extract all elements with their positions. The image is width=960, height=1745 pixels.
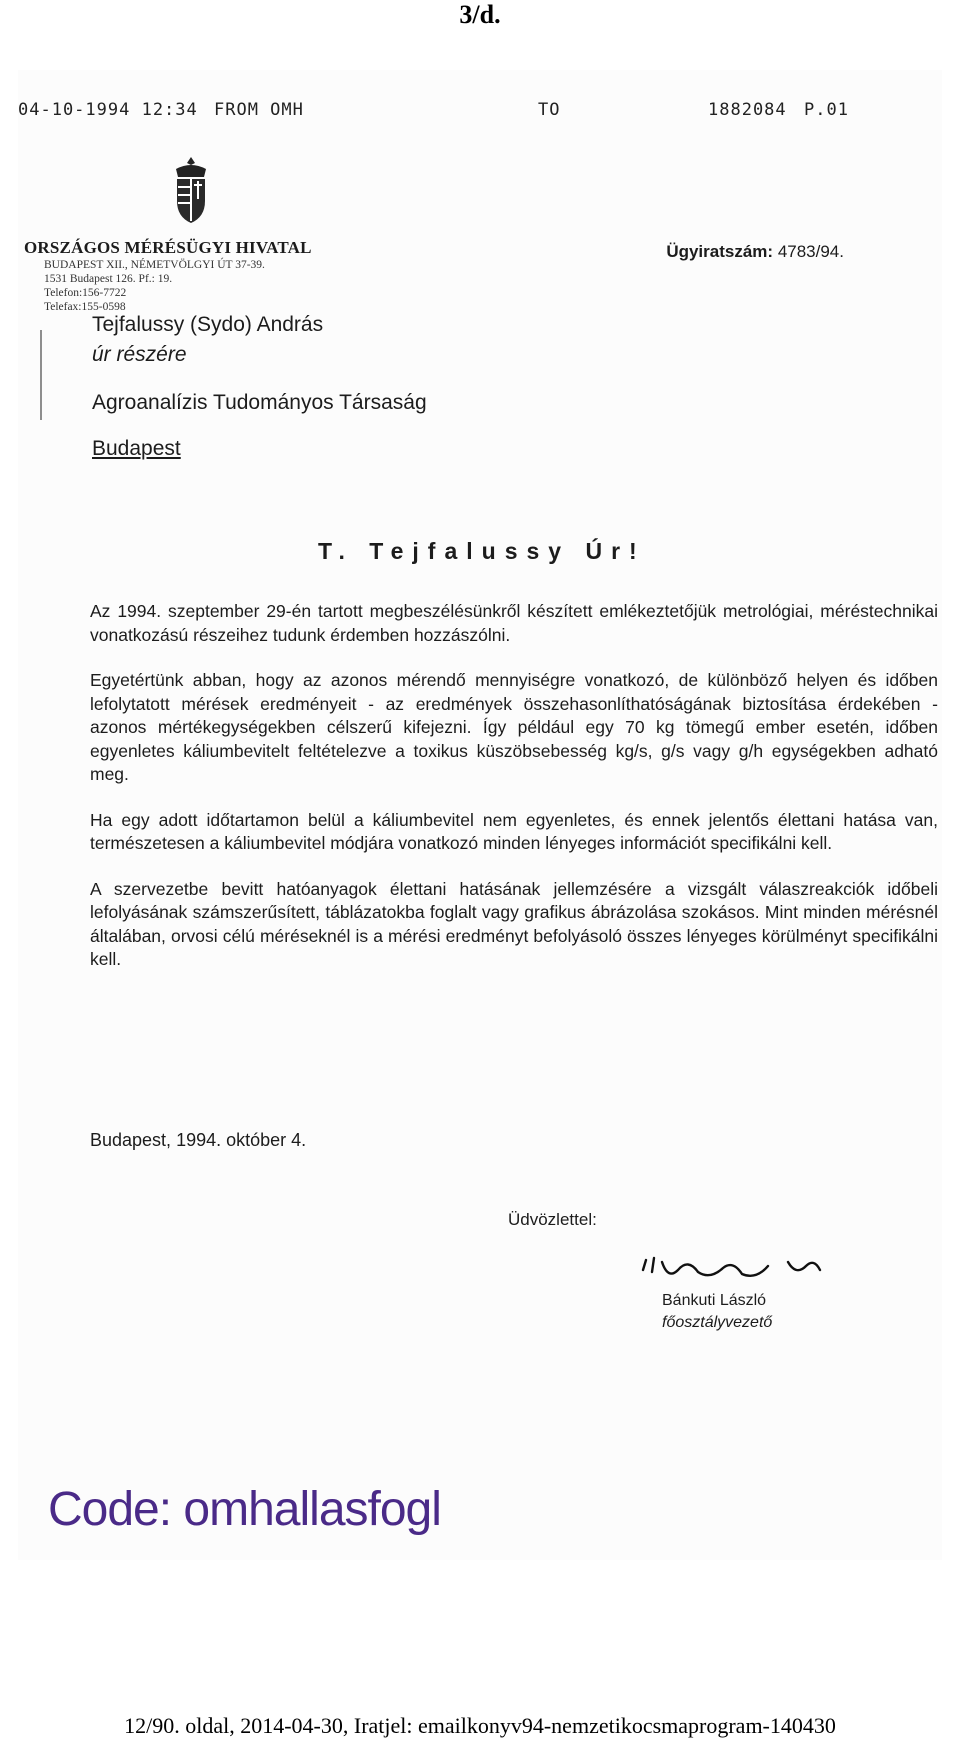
- reference-value: 4783/94.: [777, 242, 844, 261]
- sender-address: BUDAPEST XII., NÉMETVÖLGYI ÚT 37-39.: [44, 259, 265, 271]
- reference-number: [666, 242, 844, 262]
- signer-name: Bánkuti László: [662, 1292, 767, 1309]
- addressee-name: Tejfalussy (Sydo) András: [92, 313, 324, 336]
- page-footer: 12/90. oldal, 2014-04-30, Iratjel: emailkonyv94-nemzetikocsmaprogram-140430: [124, 1713, 836, 1738]
- date-line: Budapest, 1994. október 4.: [90, 1130, 307, 1150]
- signer-block: [662, 1290, 772, 1334]
- addressee-block: [92, 310, 427, 464]
- fax-document: [18, 70, 942, 1560]
- addressee-organization: Agroanalízis Tudományos Társaság: [92, 391, 427, 414]
- fax-datetime: 04-10-1994 12:34: [18, 100, 198, 120]
- margin-mark: [40, 330, 42, 420]
- fax-to: TO: [538, 100, 561, 120]
- signer-title: főosztályvezető: [662, 1314, 773, 1331]
- coat-of-arms-icon: [168, 155, 214, 225]
- fax-header: [18, 100, 942, 124]
- reference-label: Ügyiratszám:: [666, 242, 774, 261]
- addressee-line2: úr részére: [92, 343, 187, 366]
- sender-phone: Telefon:156-7722: [44, 287, 127, 299]
- addressee-city: Budapest: [92, 437, 181, 460]
- salutation: T. Tejfalussy Úr!: [318, 538, 646, 564]
- fax-number: 1882084: [708, 100, 787, 120]
- sender-letterhead: [24, 238, 312, 314]
- handwritten-signature: [638, 1240, 838, 1290]
- paragraph: Ha egy adott időtartamon belül a káliumbevitel nem egyenletes, és ennek jelentős élettani hatása van, természetesen a káliumbevitel módjára vonatkozó minden lényeges információt specifikálni kell.: [90, 809, 938, 853]
- sender-fax: Telefax:155-0598: [44, 301, 126, 313]
- paragraph: Az 1994. szeptember 29-én tartott megbeszélésünkről készített emlékeztetőjük metrológiai, méréstechnikai vonatkozású részeihez tudunk érdemben hozzászólni.: [90, 601, 938, 645]
- code-stamp: Code: omhallasfogl: [48, 1483, 441, 1536]
- fax-from: FROM OMH: [214, 100, 304, 120]
- sender-postal: 1531 Budapest 126. Pf.: 19.: [44, 273, 173, 285]
- letter-body: [90, 600, 938, 994]
- greeting: Üdvözlettel:: [508, 1210, 597, 1229]
- paragraph: Egyetértünk abban, hogy az azonos mérendő mennyiségre vonatkozó, de különböző helyen és időben lefolytatott mérések eredményeit - az eredmények összehasonlíthatóságának biztosítása érdekében - azonos mértékegységekben célszerű kifejezni. Így például egy 70 kg tömegű ember esetén, időben egyenletes káliumbevitelt feltételezve a toxikus küszöbsebesség kg/s, g/s vagy g/h egységekben adható meg.: [90, 670, 938, 784]
- sender-name: ORSZÁGOS MÉRÉSÜGYI HIVATAL: [24, 238, 312, 257]
- fax-page: P.01: [804, 100, 849, 120]
- page-label: 3/d.: [459, 0, 501, 29]
- paragraph: A szervezetbe bevitt hatóanyagok élettani hatásának jellemzésére a vizsgált válaszreakciók időbeli lefolyásának számszerűsített, táblázatokba foglalt vagy grafikus ábrázolása szokásos. Mint minden mérésnél általában, orvosi célú méréseknél is a mérési eredményt befolyásoló összes lényeges körülményt specifikálni kell.: [90, 878, 938, 969]
